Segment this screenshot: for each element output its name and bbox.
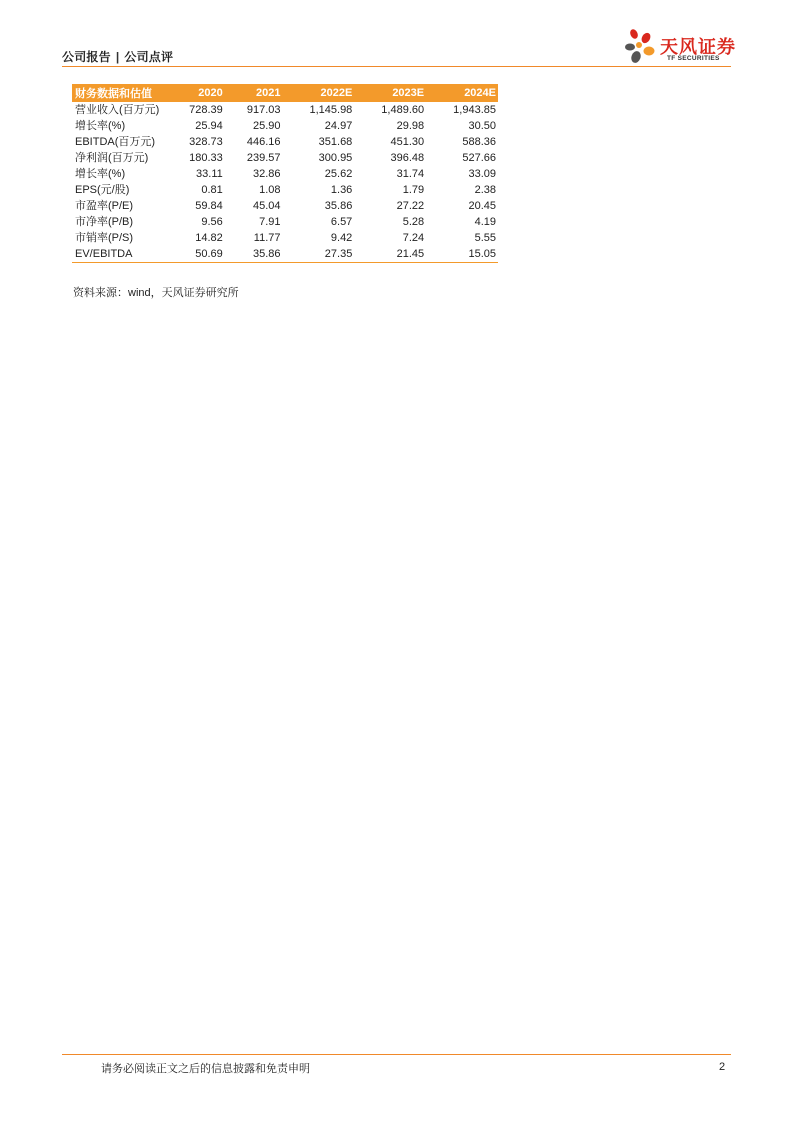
table-cell: 6.57 [330,215,353,228]
row-label: 市销率(P/S) [75,231,134,244]
row-label: 营业收入(百万元) [75,104,160,116]
row-label: 增长率(%) [75,119,126,132]
table-cell: 9.42 [330,231,353,244]
page-number: 2 [719,1061,726,1073]
table-cell: 25.94 [195,119,223,132]
table-cell: 25.90 [252,119,281,132]
tf-securities-logo [622,24,734,70]
table-cell: 20.45 [468,199,496,212]
row-label: 市净率(P/B) [75,215,134,228]
table-cell: 396.48 [390,151,425,164]
table-cell: 527.66 [462,151,496,164]
table-cell: 4.19 [474,215,496,228]
table-cell: 1.79 [402,183,425,196]
table-row [72,118,498,134]
table-source-note: 资料来源：wind，天风证券研究所 [73,287,239,299]
table-cell: 7.91 [259,215,281,228]
table-row [72,230,498,246]
table-cell: 728.39 [189,103,223,116]
table-cell: 5.55 [474,231,496,244]
table-cell: 451.30 [390,135,425,148]
table-cell: 1.36 [330,183,353,196]
table-cell: 5.28 [402,215,425,228]
report-category: 公司报告 [62,50,111,64]
table-cell: 9.56 [201,215,223,228]
table-cell: 21.45 [354,246,426,263]
table-cell: 30.50 [468,119,496,132]
table-cell: 7.24 [402,231,425,244]
table-header-cell: 2024E [426,84,498,102]
report-type-header [62,48,173,65]
table-cell: 27.35 [283,246,355,263]
table-cell: 25.62 [324,167,353,180]
table-header-cell: 2021 [225,84,283,102]
table-header-cell: 2020 [167,84,225,102]
table-header-cell: 2023E [354,84,426,102]
table-cell: 27.22 [396,199,425,212]
table-row [72,182,498,198]
flower-logo-icon [622,24,660,70]
table-cell: 31.74 [396,167,425,180]
report-subcategory: 公司点评 [124,50,174,64]
table-cell: 180.33 [189,151,223,164]
footer-divider [62,1054,731,1055]
header-separator: | [115,50,120,64]
table-header-cell: 2022E [283,84,355,102]
row-label: EBITDA(百万元) [75,135,156,148]
table-cell: 35.86 [324,199,353,212]
table-row [72,166,498,182]
table-cell: 588.36 [462,135,496,148]
table-row [72,246,498,263]
table-row [72,102,498,118]
row-label: EV/EBITDA [72,246,167,263]
table-row [72,150,498,166]
table-cell: 29.98 [396,119,425,132]
table-cell: 239.57 [246,151,281,164]
table-cell: 35.86 [225,246,283,263]
financial-data-table [72,84,498,263]
table-cell: 351.68 [318,135,353,148]
table-cell: 1,145.98 [309,103,353,116]
table-header-cell: 财务数据和估值 [72,84,167,102]
table-cell: 59.84 [195,199,223,212]
table-cell: 2.38 [474,183,496,196]
table-cell: 32.86 [252,167,281,180]
table-cell: 24.97 [324,119,353,132]
logo-name-cn: 天风证券 [660,37,736,57]
table-header-row [72,84,498,102]
row-label: 增长率(%) [75,167,126,180]
logo-name-en: TF SECURITIES [667,55,720,62]
table-cell: 33.09 [468,167,496,180]
row-label: EPS(元/股) [75,183,130,196]
table-cell: 917.03 [246,103,281,116]
row-label: 净利润(百万元) [75,151,149,164]
table-row [72,134,498,150]
table-cell: 15.05 [426,246,498,263]
table-cell: 300.95 [318,151,353,164]
table-cell: 1,943.85 [453,103,496,116]
table-cell: 1,489.60 [381,103,425,116]
table-cell: 33.11 [196,167,223,180]
table-cell: 50.69 [167,246,225,263]
table-cell: 1.08 [259,183,281,196]
row-label: 市盈率(P/E) [75,199,134,212]
footer-disclaimer: 请务必阅读正文之后的信息披露和免责申明 [101,1063,310,1075]
table-cell: 0.81 [201,183,223,196]
table-row [72,198,498,214]
table-cell: 328.73 [189,135,223,148]
table-cell: 446.16 [246,135,281,148]
table-cell: 14.82 [195,231,223,244]
table-cell: 11.77 [253,231,281,244]
table-cell: 45.04 [252,199,281,212]
table-row [72,214,498,230]
